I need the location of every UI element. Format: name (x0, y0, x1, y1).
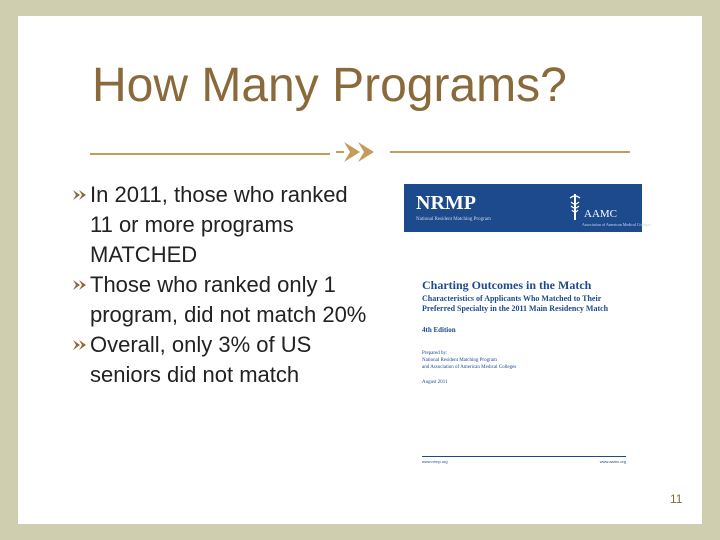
report-prepared-by (422, 350, 632, 371)
prepared-by-line2: and Association of American Medical Colleges (422, 365, 517, 370)
divider-ornament-icon (336, 138, 386, 166)
bullet-list (74, 180, 374, 390)
prepared-by-label: Prepared by: (422, 351, 448, 356)
bullet-arrow-icon (72, 339, 88, 351)
aamc-logo: AAMC (584, 208, 618, 220)
report-subtitle: Characteristics of Applicants Who Matched to Their Preferred Specialty in the 2011 Main Residency Match (422, 294, 609, 313)
slide (18, 16, 702, 524)
report-date: August 2011 (422, 380, 448, 385)
title-divider-left (90, 153, 330, 155)
bullet-text: Overall, only 3% of US seniors did not match (90, 332, 312, 387)
bullet-arrow-icon (72, 279, 88, 291)
report-edition: 4th Edition (422, 326, 456, 334)
bullet-item (74, 180, 374, 270)
bullet-arrow-icon (72, 189, 88, 201)
page-number: 11 (670, 492, 683, 506)
slide-title: How Many Programs? (92, 59, 567, 112)
report-footer-right: www.aamc.org (599, 459, 626, 464)
report-footer-rule (422, 456, 626, 457)
bullet-text: Those who ranked only 1 program, did not match 20% (90, 272, 367, 327)
report-title: Charting Outcomes in the Match (422, 278, 592, 292)
caduceus-icon (568, 192, 582, 222)
bullet-item (74, 270, 374, 330)
title-divider-right (390, 151, 630, 153)
report-footer-left: www.nrmp.org (422, 459, 448, 464)
bullet-text: In 2011, those who ranked 11 or more programs MATCHED (90, 182, 348, 267)
nrmp-logo: NRMP (416, 192, 476, 214)
bullet-item (74, 330, 374, 390)
prepared-by-line1: National Resident Matching Program (422, 358, 497, 363)
report-cover-image (404, 184, 651, 474)
aamc-logo-subtitle: Association of American Medical Colleges (582, 222, 651, 227)
nrmp-logo-subtitle: National Resident Matching Program (416, 217, 491, 222)
report-banner (404, 184, 651, 232)
